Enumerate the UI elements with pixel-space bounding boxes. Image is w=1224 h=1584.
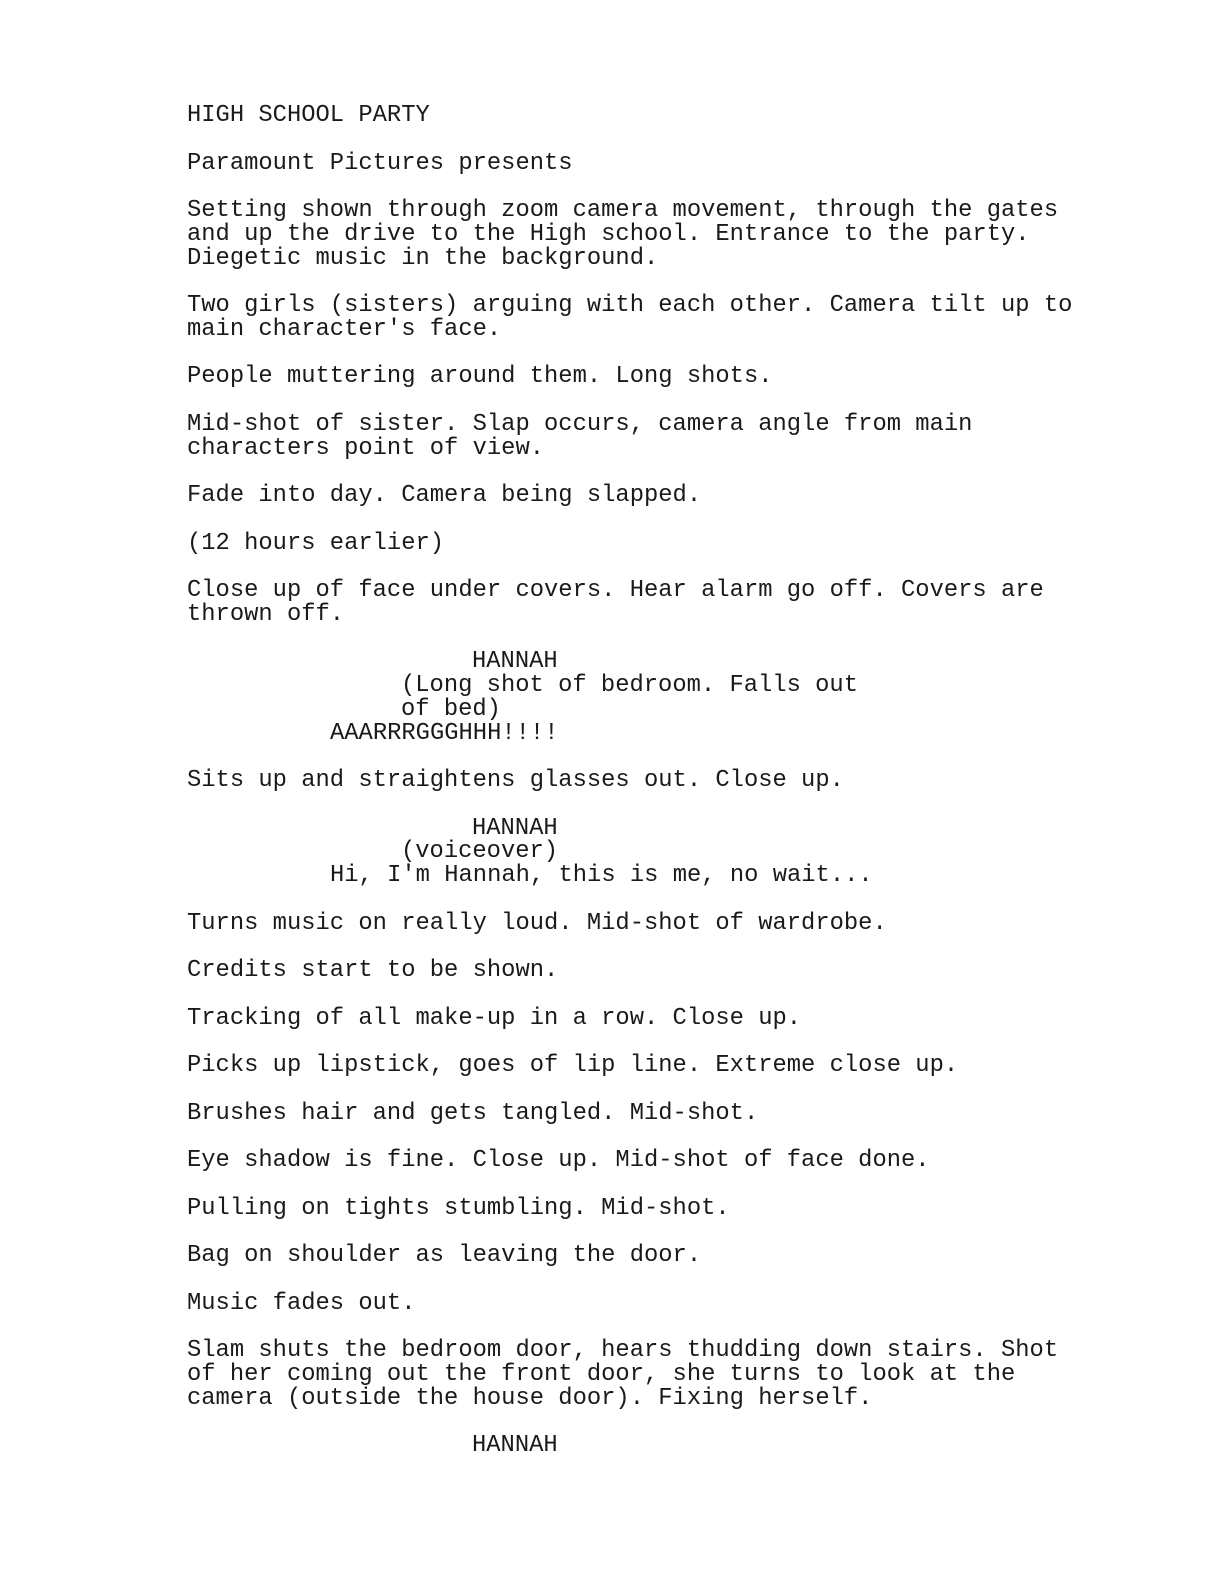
action-line: Sits up and straightens glasses out. Close up. — [187, 767, 844, 794]
character-name: HANNAH — [472, 814, 558, 842]
action-line: Setting shown through zoom camera movement, through the gates — [187, 197, 1059, 224]
action-line: and up the drive to the High school. Entrance to the party. — [187, 220, 1030, 248]
action-line: Two girls (sisters) arguing with each other. Camera tilt up to — [187, 292, 1073, 319]
script-title: HIGH SCHOOL PARTY — [187, 102, 430, 129]
action-line: Brushes hair and gets tangled. Mid-shot. — [187, 1099, 759, 1127]
action-line: thrown off. — [187, 600, 345, 628]
character-name: HANNAH — [472, 1432, 558, 1459]
dialogue-line: AAARRRGGGHHH!!!! — [330, 719, 559, 747]
action-line: of her coming out the front door, she turns to look at the — [187, 1360, 1016, 1388]
action-line: Music fades out. — [187, 1289, 416, 1317]
parenthetical-line: (voiceover) — [401, 838, 559, 866]
dialogue-line: Hi, I'm Hannah, this is me, no wait... — [330, 862, 873, 889]
action-line: characters point of view. — [187, 434, 545, 462]
action-line: People muttering around them. Long shots. — [187, 363, 773, 391]
action-line: Diegetic music in the background. — [187, 244, 659, 272]
action-line: Turns music on really loud. Mid-shot of wardrobe. — [187, 909, 887, 937]
action-line: main character's face. — [187, 315, 502, 343]
action-line: (12 hours earlier) — [187, 529, 445, 557]
action-line: Bag on shoulder as leaving the door. — [187, 1242, 702, 1269]
character-name: HANNAH — [472, 648, 558, 676]
action-line: camera (outside the house door). Fixing herself. — [187, 1384, 873, 1412]
action-line: Pulling on tights stumbling. Mid-shot. — [187, 1194, 730, 1222]
presenter-line: Paramount Pictures presents — [187, 149, 573, 177]
parenthetical-line: (Long shot of bedroom. Falls out — [401, 672, 858, 699]
action-line: Slam shuts the bedroom door, hears thudding down stairs. Shot — [187, 1337, 1059, 1364]
action-line: Eye shadow is fine. Close up. Mid-shot of face done. — [187, 1147, 930, 1174]
action-line: Picks up lipstick, goes of lip line. Extreme close up. — [187, 1052, 959, 1079]
parenthetical-line: of bed) — [401, 695, 501, 723]
action-line: Tracking of all make-up in a row. Close up. — [187, 1004, 802, 1032]
action-line: Fade into day. Camera being slapped. — [187, 482, 702, 509]
action-line: Credits start to be shown. — [187, 957, 559, 984]
action-line: Close up of face under covers. Hear alarm go off. Covers are — [187, 577, 1044, 604]
action-line: Mid-shot of sister. Slap occurs, camera angle from main — [187, 410, 973, 438]
